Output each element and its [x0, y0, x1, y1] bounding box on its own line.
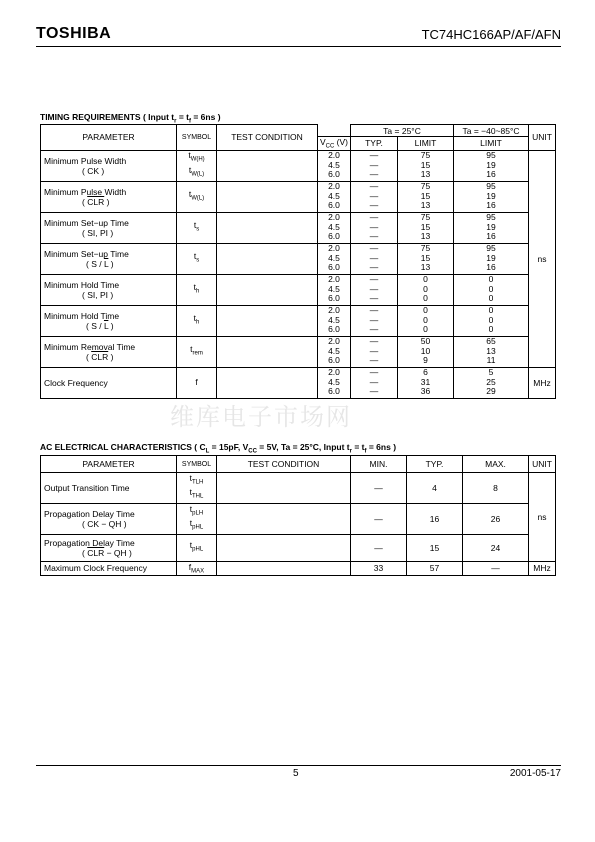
- col-max: MAX.: [463, 456, 529, 473]
- table-row: Propagation Delay Time ( CK − QH ) $t_{pLH}$ $t_{pHL}$ — 16 26: [41, 504, 556, 535]
- unit-mhz: MHz: [529, 367, 556, 398]
- table-row: Minimum Pulse Width ( CK ) $t_{W(H)}$ $t_{W(L)}$ 2.0 4.5 6.0 — — — 75 15 13 95 19 16 ns: [41, 150, 556, 181]
- col-vcc: $V_{CC}$ (V): [318, 137, 351, 151]
- timing-table: [40, 124, 556, 399]
- table-row: Minimum Set−up Time ( S / $\overline{L}$ ) $t_s$ 2.0 4.5 6.0 — — — 75 15 13 95 19 16: [41, 243, 556, 274]
- col-unit: UNIT: [529, 125, 556, 151]
- table-row: Minimum Set−up Time ( SI, PI ) $t_s$ 2.0 4.5 6.0 — — — 75 15 13 95 19 16: [41, 212, 556, 243]
- table-row: Minimum Hold Time ( SI, PI ) $t_h$ 2.0 4.5 6.0 — — — 0 0 0 0 0 0: [41, 274, 556, 305]
- table-row: Output Transition Time $t_{TLH}$ $t_{THL}$ — 4 8 ns: [41, 473, 556, 504]
- col-test-condition: TEST CONDITION: [217, 125, 318, 151]
- col-symbol: SYMBOL: [177, 125, 217, 151]
- page-number: 5: [293, 768, 299, 779]
- col-limit-range: LIMIT: [454, 137, 529, 151]
- footer-date: 2001-05-17: [509, 768, 561, 779]
- col-typ: TYP.: [351, 137, 398, 151]
- col-ta-range: Ta = −40~85°C: [454, 125, 529, 137]
- part-number: TC74HC166AP/AF/AFN: [421, 27, 561, 42]
- col-parameter: PARAMETER: [41, 125, 177, 151]
- col-unit: UNIT: [529, 456, 556, 473]
- col-min: MIN.: [351, 456, 407, 473]
- timing-title: TIMING REQUIREMENTS ( Input $t_r = t_f = 6ns$ ): [40, 112, 221, 125]
- table-row: Clock Frequency f 2.0 4.5 6.0 — — — 6 31 36 5 25 29 MHz: [41, 367, 556, 398]
- col-symbol: SYMBOL: [177, 456, 217, 473]
- col-test-condition: TEST CONDITION: [217, 456, 351, 473]
- table-row: Minimum Hold Time ( S / $\overline{L}$ ) $t_h$ 2.0 4.5 6.0 — — — 0 0 0 0 0 0: [41, 305, 556, 336]
- col-ta25: Ta = 25°C: [351, 125, 454, 137]
- col-typ: TYP.: [407, 456, 463, 473]
- unit-ns: ns: [529, 150, 556, 367]
- unit-ns: ns: [529, 473, 556, 562]
- ac-table: [40, 455, 556, 576]
- brand-logo: TOSHIBA: [36, 25, 112, 42]
- col-parameter: PARAMETER: [41, 456, 177, 473]
- table-row: Minimum Removal Time ( $\overline{CLR}$ ) $t_{rem}$ 2.0 4.5 6.0 — — — 50 10 9 65 13 11: [41, 336, 556, 367]
- table-row: Minimum Pulse Width ( $\overline{CLR}$ ) $t_{W(L)}$ 2.0 4.5 6.0 — — — 75 15 13 95 19 16: [41, 181, 556, 212]
- header-rule: [36, 46, 561, 47]
- watermark: 维库电子市场网: [170, 403, 352, 431]
- unit-mhz: MHz: [529, 562, 556, 576]
- table-row: Propagation Delay Time ( $\overline{CLR}$ − QH ) $t_{pHL}$ — 15 24: [41, 535, 556, 562]
- ac-title: AC ELECTRICAL CHARACTERISTICS ( $C_L = 15pF$, $V_{CC} = 5V$, Ta = 25°C, Input $t_r = t_f = 6ns$ ): [40, 442, 397, 455]
- col-limit: LIMIT: [398, 137, 454, 151]
- footer-rule: [36, 765, 561, 766]
- table-row: Maximum Clock Frequency $f_{MAX}$ 33 57 — MHz: [41, 562, 556, 576]
